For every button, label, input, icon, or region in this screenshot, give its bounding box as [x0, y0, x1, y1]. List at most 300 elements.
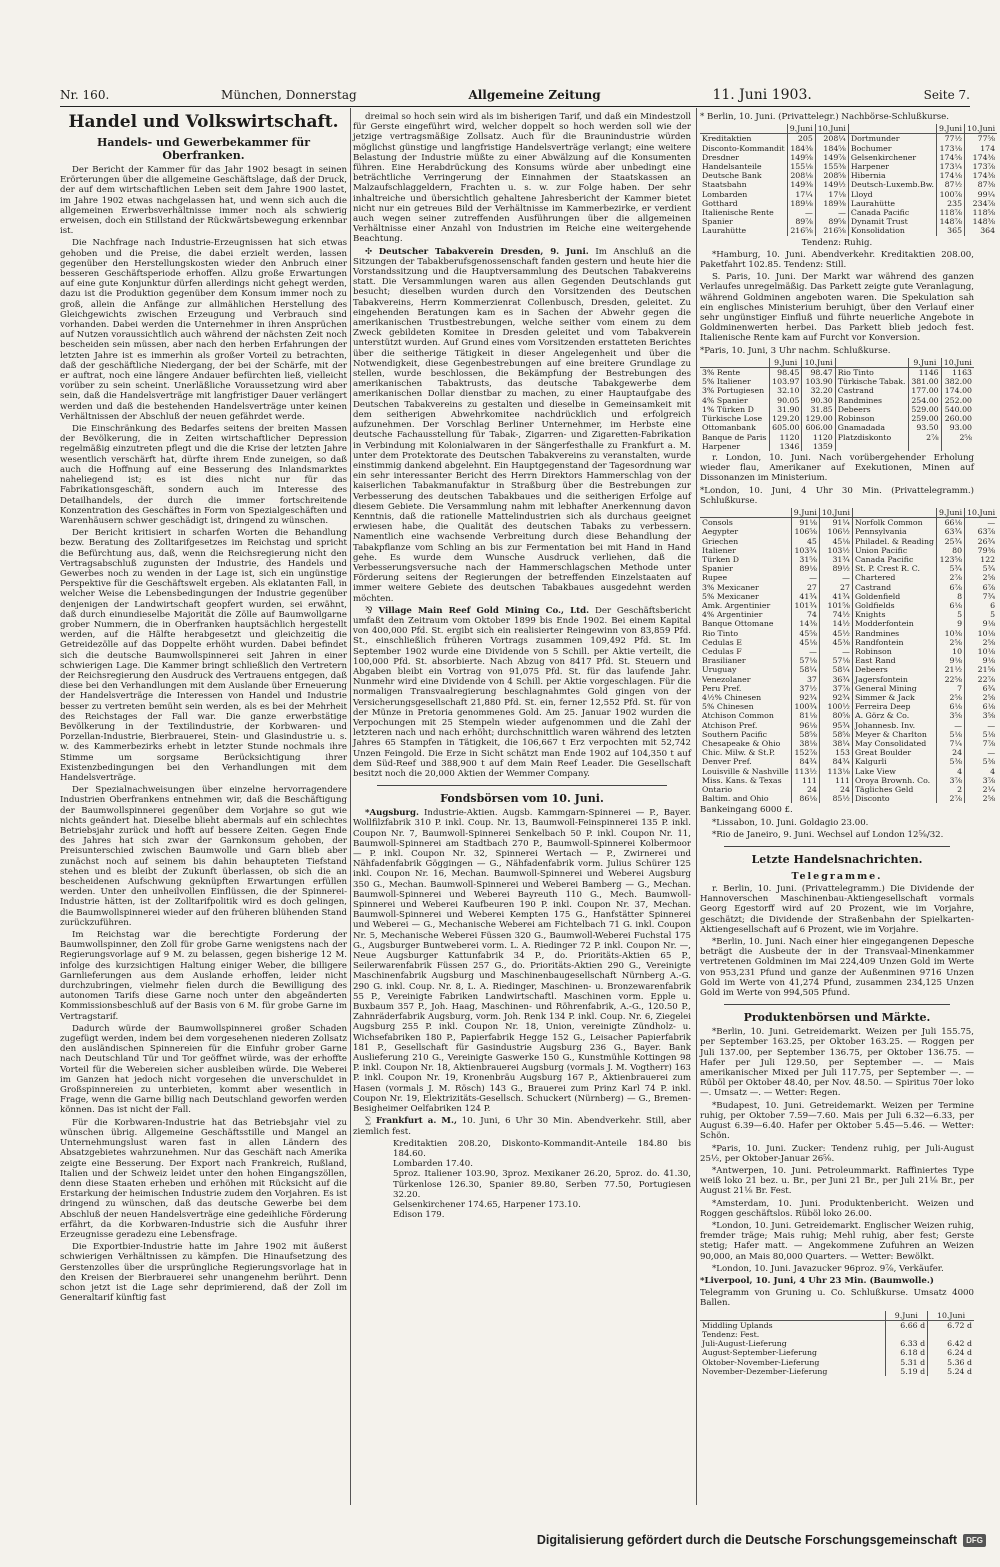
newspaper-title: Allgemeine Zeitung	[468, 88, 601, 102]
table-cell: Pennsylvania	[852, 527, 936, 536]
table-cell: 3⅞	[965, 776, 998, 785]
table-cell: 234⅞	[965, 199, 998, 208]
table-header-row	[700, 508, 997, 518]
table-cell: 24	[819, 785, 852, 794]
table-cell: 93.50	[909, 423, 942, 432]
table-cell: Uruguay	[702, 665, 737, 675]
page-number: Seite 7.	[923, 88, 970, 102]
table-cell	[941, 442, 974, 451]
table-cell: 4½% Chinesen	[702, 692, 762, 702]
table-cell: 5% Italiener	[702, 377, 751, 387]
table-cell: 605.00	[769, 423, 802, 432]
table-cell: 89½	[819, 564, 852, 573]
table-cell: 6⅞	[936, 583, 964, 592]
table-row	[700, 199, 997, 208]
liverpool-heading: *Liverpool, 10. Juni, 4 Uhr 23 Min. (Baumwolle.)	[700, 1275, 934, 1286]
table-cell: —	[815, 208, 848, 217]
running-header	[60, 86, 970, 104]
table-cell: 6⅛	[936, 702, 964, 711]
table-cell: Platzdiskonto	[835, 433, 908, 442]
table-cell: Randmines	[852, 629, 936, 638]
table-cell: Debeers	[852, 665, 936, 674]
column-header: 10.Juni	[941, 358, 974, 368]
table-row	[700, 1367, 974, 1376]
table-cell: 41¾	[791, 592, 819, 601]
table-cell: 31⅝	[791, 555, 819, 564]
table-cell: 90.30	[802, 396, 835, 405]
table-cell: 77⅝	[965, 134, 998, 144]
market-report: *Berlin, 10. Juni. Getreidemarkt. Weizen per Juli 155.75, per September 163.25, per Oktober 163.25. — Roggen per Juli 137.00, per September 136.75, per Oktober 136.75. — Hafer per Juli 129.50, per September —. — Mais amerikanischer Mixed per Juli 117.75, per September —. — Rüböl per Oktober 48.40, per Nov. 48.50. — Spiritus 70er loko —. Umsatz —. — Wetter: Regen.	[700, 1027, 974, 1099]
table-cell: 5¾	[936, 564, 964, 573]
table-cell: 5% Mexicaner	[702, 591, 759, 601]
table-cell: 113½	[791, 767, 819, 776]
table-cell: 364	[965, 226, 998, 235]
table-cell: 5.36 d	[928, 1358, 974, 1367]
paragraph: dreimal so hoch sein wird als im bisherigen Tarif, und daß ein Mindestzoll für Gerste eingeführt wird, welcher doppelt so hoch werden soll wie der jetzige vertragsmäßige Zollsatz. Auch für die Braunindustrie würden möglichst günstige und langfristige Handelsverträge verlangt; eine weitere Belastung der Industrie müßte zu einer Abwälzung auf die Konsumenten führen. Eine Herabdrückung des Konsums würde aber unbedingt eine beträchtliche Verringerung der Einnahmen der Staatskassen an Malzaufschlaggeldern, Frachten u. s. w. zur Folge haben. Der sehr inhaltreiche und übersichtlich gehaltene Jahresbericht der Kammer bietet nicht nur ein getreues Bild der Verhältnisse im Kammerbezirke, er verdient auch wegen seiner zutreffenden Ausführungen über die allgemeinen Verhältnisse einer Anzahl von Industrien im Reiche eine weitergehende Beachtung.	[353, 112, 691, 245]
table-cell: East Rand	[852, 656, 936, 665]
paragraph: Der Bericht kritisiert in scharfen Worten die Behandlung bezw. Beratung des Zolltarifgesetzes im Reichstag und spricht die Befürchtung aus, daß, wenn die Reichsregierung nicht den Vertragsabschluß zugunsten der Industrie, des Handels und Gewerbes noch zu wenden in der Lage ist, sich ein ungünstige Perspektive für die Geschäftswelt ergeben. Als eklatanten Fall, in welcher Weise die Lebensbedingungen der Industrie gegenüber denjenigen der Landwirtschaft geopfert wurden, sei erwähnt, daß durch einundieselbe Majorität die Zölle auf Baumwollgarne grober Nummern, die in Oberfranken hauptsächlich hergestellt werden, auf die Hälfte herabgesetzt und gleichzeitig die Getreidezölle auf das Doppelte erhöht wurden. Dabei befindet sich die deutsche Baumwollspinnerei seit Jahren in einer schwierigen Lage. Die Kammer bringt schließlich den Vertretern der Reichsregierung den Ausdruck des Vertrauens entgegen, daß diese bei den Verhandlungen mit dem Auslande über Erneuerung der Handelsverträge die Interessen von Handel und Industrie besser zu vertreten bemüht sein werden, als es bei der Mehrheit des Reichstages der Fall war. Die ganze erwerbstätige Bevölkerung in der Textilindustrie, der Korbwaren- und Porzellan-Industrie, Bierbrauerei, Stein- und Glasindustrie u. s. w. des Kammerbezirks erhebt in letzter Stunde nochmals ihre Stimme um sorgsame Berücksichtigung ihrer Existenzbedingungen bei den Verhandlungen mit dem Handelsverträge.	[60, 528, 347, 783]
table-cell: 7⅞	[965, 739, 998, 748]
table-cell: 111	[819, 776, 852, 785]
table-cell: 21⅝	[965, 665, 998, 674]
table-row	[700, 573, 997, 582]
table-row	[700, 776, 997, 785]
table-cell: Italienische Rente	[702, 208, 774, 218]
table-cell: 122	[965, 555, 998, 564]
table-cell: Lombarden	[702, 189, 748, 199]
table-cell: 152⅞	[791, 748, 819, 757]
table-cell: 106½	[819, 527, 852, 536]
table-cell: 177.00	[909, 386, 942, 395]
table-row	[700, 785, 997, 794]
table-row	[700, 665, 997, 674]
frankfurt-heading: Frankfurt a. M.,	[375, 1116, 457, 1127]
table-cell: —	[791, 647, 819, 656]
table-cell: 80⅝	[819, 711, 852, 720]
frankfurt-quotes	[353, 1139, 691, 1221]
telegramme-title: Telegramme.	[791, 871, 883, 883]
table-row	[700, 693, 997, 702]
table-cell: 45⅛	[819, 537, 852, 546]
table-cell: 58⅝	[819, 730, 852, 739]
table-cell: 32.20	[802, 386, 835, 395]
table-cell: Simmer & Jack	[852, 693, 936, 702]
table-cell: 24	[791, 785, 819, 794]
table-cell: 5⅜	[936, 757, 964, 766]
table-cell: 205	[787, 134, 815, 144]
table-cell: 90.05	[769, 396, 802, 405]
table-cell: 31.90	[769, 405, 802, 414]
header-rule	[60, 106, 970, 107]
table-cell: 79⅜	[965, 546, 998, 555]
table-cell: Tendenz: Fest.	[702, 1329, 760, 1339]
table-cell: 41¾	[819, 592, 852, 601]
table-cell: 57⅛	[819, 656, 852, 665]
table-cell: 1146	[909, 368, 942, 378]
table-cell: 1120	[769, 433, 802, 442]
column-header: 10.Juni	[965, 508, 998, 518]
table-row	[700, 794, 997, 803]
table-cell: Kalgurli	[852, 757, 936, 766]
table-cell: 2⅝	[965, 638, 998, 647]
paris-quote-table	[700, 358, 974, 451]
table-row	[700, 527, 997, 536]
table-cell: Harpener	[848, 162, 936, 171]
table-cell: 208¼	[815, 134, 848, 144]
paragraph: Im Reichstag war die berechtigte Forderung der Baumwollspinner, den Zoll für grobe Garne wenigstens nach der Regierungsvorlage auf 9 M. zu belassen, gegen bisherige 12 M. infolge des kurzsichtigen Haltung einiger Weber, die billigere Garnlieferungen aus dem Auslande erhoffen, leider nicht durchzubringen, vielmehr fielen durch die Bewilligung des autonomen Tarifs diese Garne noch unter den abgeänderten Kommissionsbeschluß auf der Basis von 6 M. für grobe Garne im Vertragstarif.	[60, 930, 347, 1022]
table-cell: 6.33 d	[885, 1339, 928, 1348]
table-cell: 10⅛	[965, 647, 998, 656]
table-row	[700, 564, 997, 573]
dfg-logo: DFG	[963, 1534, 986, 1547]
table-cell: 6⅛	[936, 601, 964, 610]
table-cell: Aegypter	[702, 527, 739, 537]
table-cell: Union Pacific	[852, 546, 936, 555]
divider	[724, 846, 950, 847]
table-row	[700, 730, 997, 739]
table-cell: Norfolk Common	[852, 518, 936, 528]
column-header: 10.Juni	[965, 124, 998, 134]
table-cell: Lake View	[852, 767, 936, 776]
berlin-heading: * Berlin, 10. Juni. (Privattelegr.) Nachbörse-Schlußkurse.	[700, 112, 949, 122]
table-cell: Kreditaktien	[702, 134, 752, 144]
table-cell: 381.00	[909, 377, 942, 386]
table-cell: Staatsbahn	[702, 180, 747, 190]
table-cell: 529.00	[909, 405, 942, 414]
table-cell: Miss. Kans. & Texas	[702, 775, 782, 785]
table-row	[700, 592, 997, 601]
table-cell: 38⅛	[791, 739, 819, 748]
table-cell: 208⅛	[787, 171, 815, 180]
table-cell: Spanier	[702, 217, 733, 227]
paris-report: S. Paris, 10. Juni. Der Markt war während des ganzen Verlaufes unregelmäßig. Das Parkett zeigte gute Veranlagung, während Goldminen angeboten waren. Die Spekulation sah ein englisches Ministerium beruhigt, über den Verlauf einer sehr ungünstiger Einfluß und führte neuerliche Angebote in Goldminenwerten herbei. Das Parkett blieb jedoch fest. Italienische Rente kam auf Furcht vor Konversion.	[700, 272, 974, 344]
augsburg-heading: *Augsburg.	[365, 808, 420, 819]
table-cell: 111	[791, 776, 819, 785]
table-cell: 5% Chinesen	[702, 702, 754, 712]
table-cell: 99¼	[965, 190, 998, 199]
table-cell: 63⅞	[965, 527, 998, 536]
table-cell: 5⅛	[936, 730, 964, 739]
table-cell: 155⅛	[787, 162, 815, 171]
table-cell: 58¼	[791, 665, 819, 674]
table-cell: 4	[936, 767, 964, 776]
place-day: München, Donnerstag	[221, 88, 357, 102]
table-cell: —	[791, 573, 819, 582]
table-row	[700, 518, 997, 528]
table-row	[700, 226, 997, 235]
table-cell: 9⅛	[965, 619, 998, 628]
table-cell: 26¾	[965, 537, 998, 546]
table-cell: 2⅞	[936, 573, 964, 582]
table-cell: Amk. Argentinier	[702, 600, 771, 610]
table-cell: 45⅜	[819, 638, 852, 647]
table-cell: 149⅞	[815, 153, 848, 162]
table-cell: 1% Türken D	[702, 404, 754, 414]
table-cell: Griechen	[702, 536, 739, 546]
table-cell: 14⅜	[791, 619, 819, 628]
table-cell: Denver Pref.	[702, 757, 752, 767]
paragraph: Der Bericht der Kammer für das Jahr 1902 besagt in seinen Erörterungen über die allgemeine Geschäftslage, daß der Druck, der auf dem wirtschaftlichen Leben seit dem Jahre 1900 lastet, im Jahre 1902 etwas nachgelassen hat, und wenn sich auch die allgemeinen Erwerbsverhältnisse immer noch als schwierig erweisen, doch ein Stillstand der Rückwärtsbewegung erkennbar ist.	[60, 165, 347, 237]
table-cell: 10⅜	[936, 629, 964, 638]
column-header: 10.Juni	[819, 508, 852, 518]
table-cell: 85½	[819, 794, 852, 803]
table-cell: Gnamadada	[835, 423, 908, 432]
table-cell: 184⅜	[787, 144, 815, 153]
table-cell: 2¼	[965, 785, 998, 794]
table-cell: 103½	[819, 546, 852, 555]
table-cell: Goldfields	[852, 601, 936, 610]
table-cell: Banque de Paris	[702, 432, 767, 442]
table-cell: 148⅜	[965, 217, 998, 226]
tabak-article: ✣ Deutscher Tabakverein Dresden, 9. Juni. Im Anschluß an die Sitzungen der Tabakberufsgenossenschaft fanden gestern und heute hier die Vorstandssitzung und die Hauptversammlung des Deutschen Tabakvereins statt. Die Versammlungen waren aus allen Gegenden Deutschlands gut besucht; dieselben wurden durch den Vorsitzenden des Deutschen Tabakvereins, Herrn Kommerzienrat Collenbusch, Dresden, geleitet. Zu eingehenden Beratungen kam es in Sachen der Abwehr gegen die amerikanischen Trustbestrebungen, welche seither vom einem zu dem Zweck gebildeten Komitee in Dresden geleitet und vom Tabakverein unterstützt wurden. Auf Grund eines vom Vorsitzenden erstatteten Berichtes über die seitherige Tätigkeit in dieser Angelegenheit und über die Notwendigkeit, diese Gegenbestrebungen auf eine breitere Grundlage zu stellen, wurde beschlossen, die Bekämpfung der Bestrebungen des amerikanischen Tabaktrusts, das deutsche Tabakgewerbe dem amerikanischen Dollar dienstbar zu machen, zu einer Hauptaufgabe des Deutschen Tabakvereins zu gestalten und dieselbe in Gemeinsamkeit mit dem seitherigen Abwehrkomitee nachdrücklich und erfolgreich aufzunehmen. Der Vorschlag Berliner Unternehmer, im Herbste eine deutsche Fachausstellung für Tabak-, Zigarren- und Zigaretten-Fabrikation in Verbindung mit Kolonialwaren in der Sängerfesthalle zu Frankfurt a. M. unter dem Protektorate des Deutschen Tabakvereins zu veranstalten, wurde einstimmig dankend abgelehnt. Ein Hauptgegenstand der Tagesordnung war ein sehr interessanter Bericht des Herrn Direktors Hammerschlag von der kaiserlichen Tabakmanufaktur in Straßburg über die Bestrebungen zur Verbesserung des deutschen Tabakbaues und die seitherigen Erfolge auf diesem Gebiete. Die Versammlung nahm mit lebhafter Anerkennung davon Kenntnis, daß die rationelle Mattelindustrien sich als durchaus geeignet erwiesen habe, die Qualität des deutschen Tabaks zu verbessern. Namentlich eine wachsende Verbreitung durch diese Behandlung der Tabakpflanze vom Schling an bis zur Fermentation bei mit Hand in Hand gehe. Es wurde dem Wunsche Ausdruck verliehen, daß die Verbesserungsversuche nach der Hammerschlagschen Methode unter Förderung seitens der Regierungen der betreffenden Einzelstaaten auf immer weitere Gebiete des deutschen Tabakbaues ausgedehnt werden möchten.	[353, 246, 691, 604]
table-cell: Deutsche Bank	[702, 171, 762, 181]
table-cell: Juli-August-Lieferung	[702, 1339, 787, 1349]
table-row	[700, 546, 997, 555]
table-cell: Disconto-Kommandit	[702, 143, 785, 153]
london-bank: Bankeingang 6000 £.	[700, 805, 793, 816]
table-row	[700, 414, 974, 423]
table-cell: Oktober-November-Lieferung	[702, 1357, 820, 1367]
table-cell: 129.00	[802, 414, 835, 423]
table-row	[700, 721, 997, 730]
column-header	[848, 124, 936, 134]
column-header: 9.Juni	[936, 124, 964, 134]
table-cell: 14½	[819, 619, 852, 628]
market-report: *Budapest, 10. Juni. Getreidemarkt. Weizen per Termine ruhig, per Oktober 7.59—7.60. Mais per Juli 6.32—6.33, per August 6.39—6.40. Hafer per Oktober 5.45—5.46. — Wetter: Schön.	[700, 1100, 974, 1142]
table-cell: —	[819, 573, 852, 582]
column-header: 9.Juni	[787, 124, 815, 134]
telegram-1: r. Berlin, 10. Juni. (Privattelegramm.) Die Dividende der Hannoverschen Maschinenbau-Aktiengesellschaft vormals Georg Egestorff wird auf 20 Prozent, wie im Vorjahre, geschätzt; die Dividende der Straßenbahn der Spielkarten-Aktiengesellschaft auf 6 Prozent, wie im Vorjahre.	[700, 884, 974, 935]
table-cell: 5.19 d	[885, 1367, 928, 1376]
table-cell: 37½	[791, 684, 819, 693]
table-cell: Laurahütte	[848, 199, 936, 208]
market-report: *Paris, 10. Juni. Zucker: Tendenz ruhig, per Juli-August 25½, per Oktober-Januar 26⅝.	[700, 1143, 974, 1164]
table-row	[700, 1320, 974, 1330]
table-cell: Atchison Pref.	[702, 720, 758, 730]
table-row	[700, 1348, 974, 1357]
table-cell: 74½	[819, 610, 852, 619]
table-cell: 80	[936, 546, 964, 555]
column-separator	[350, 108, 351, 1505]
table-cell: 10	[936, 647, 964, 656]
table-cell: 38¼	[819, 739, 852, 748]
column-header: 10.Juni	[928, 1311, 974, 1321]
table-cell	[909, 442, 942, 451]
table-cell: Oroya Brownh. Co.	[852, 776, 936, 785]
table-cell: 9⅛	[936, 656, 964, 665]
table-row	[700, 684, 997, 693]
table-row	[700, 638, 997, 647]
liverpool-subheading: Telegramm von Gruning u. Co. Schlußkurse. Umsatz 4000 Ballen.	[700, 1288, 974, 1309]
table-cell: 2⅝	[936, 693, 964, 702]
divider	[724, 1004, 950, 1005]
table-cell: 5	[965, 610, 998, 619]
column-header: 9.Juni	[936, 508, 964, 518]
table-cell: Canada Pacific	[852, 555, 936, 564]
table-cell	[928, 1330, 974, 1339]
table-cell: Great Boulder	[852, 748, 936, 757]
table-row	[700, 555, 997, 564]
table-cell: 254.00	[909, 396, 942, 405]
digitization-footer	[537, 1527, 986, 1553]
table-cell: 118⅝	[965, 208, 998, 217]
paragraph: Für die Korbwaren-Industrie hat das Betriebsjahr viel zu wünschen übrig. Allgemeine Geschäftsstille und Mangel an Unternehmungslust waren fast in allen Ländern des Absatzgebietes wahrzunehmen. Nur das Geschäft nach Amerika zeigte eine Besserung. Der Export nach Frankreich, Rußland, Italien und der Schweiz leidet unter den hohen Eingangszöllen, denn diese Staaten erheben und erhöhen mit Rücksicht auf die Erstarkung der heimischen Industrie zudem den Vorjahren. Es ist dringend zu wünschen, daß das deutsche Gewerbe bei dem Abschluß der neuen Handelsverträge eine gedeihliche Förderung erfährt, da die Korbwaren-Industrie sich die Ausfuhr ihrer Erzeugnisse geradezu eine Lebensfrage.	[60, 1117, 347, 1240]
column-header: 9.Juni	[885, 1311, 928, 1321]
table-cell: 153	[819, 748, 852, 757]
column-header	[835, 358, 908, 368]
table-cell: 365	[936, 226, 964, 235]
table-cell: 22⅝	[936, 675, 964, 684]
table-row	[700, 208, 997, 217]
table-cell: 173⅞	[965, 162, 998, 171]
table-cell: 174.00	[941, 386, 974, 395]
table-row	[700, 601, 997, 610]
table-cell: 2⅝	[936, 638, 964, 647]
table-cell: Italiener	[702, 545, 736, 555]
table-cell: 91¼	[819, 518, 852, 528]
table-row	[700, 144, 997, 153]
table-cell: 189⅛	[787, 199, 815, 208]
table-cell: 1163	[941, 368, 974, 378]
augsburg-report	[353, 808, 691, 1114]
table-cell: 32.10	[769, 386, 802, 395]
table-cell: 1120	[802, 433, 835, 442]
table-cell: Ontario	[702, 785, 733, 795]
table-cell: 6⅛	[965, 702, 998, 711]
table-cell: 259.00	[909, 414, 942, 423]
table-cell: Tägliches Geld	[852, 785, 936, 794]
table-cell: 25¾	[936, 537, 964, 546]
table-row	[700, 711, 997, 720]
table-cell: Banque Ottomane	[702, 619, 774, 629]
table-cell: —	[936, 721, 964, 730]
quote-line: Lombarden 17.40.	[393, 1159, 473, 1170]
table-cell: —	[787, 208, 815, 217]
table-cell: 173⅛	[936, 144, 964, 153]
table-cell: 100½	[819, 702, 852, 711]
table-cell: 66⅛	[936, 518, 964, 528]
divider	[377, 785, 667, 786]
table-cell: 6.24 d	[928, 1348, 974, 1357]
table-cell: 6¾	[965, 684, 998, 693]
table-cell: Peru Pref.	[702, 683, 742, 693]
table-cell: 98.47	[802, 368, 835, 378]
table-cell: 123⅝	[936, 555, 964, 564]
table-cell: 155⅜	[815, 162, 848, 171]
table-header-row	[700, 1311, 974, 1321]
table-cell: Cedulas E	[702, 637, 742, 647]
table-row	[700, 162, 997, 171]
table-cell: 22⅞	[965, 675, 998, 684]
table-cell: Konsolidation	[848, 226, 936, 235]
table-row	[700, 739, 997, 748]
column-header	[700, 508, 791, 518]
table-cell: Consols	[702, 518, 733, 528]
table-cell: 5	[936, 610, 964, 619]
column-separator	[696, 108, 697, 1505]
table-cell: 84¾	[791, 757, 819, 766]
table-cell: Chic. Milw. & St.P.	[702, 748, 775, 758]
table-cell: 103.90	[802, 377, 835, 386]
table-row	[700, 656, 997, 665]
table-cell: Ferreira Deep	[852, 702, 936, 711]
table-row	[700, 442, 974, 451]
table-cell: 63¾	[936, 527, 964, 536]
article-continuation	[353, 112, 691, 245]
column-header: 9.Juni	[909, 358, 942, 368]
table-row	[700, 647, 997, 656]
table-cell: 45	[791, 537, 819, 546]
table-cell: 31¾	[819, 555, 852, 564]
table-cell: 8	[936, 592, 964, 601]
table-cell: 148⅞	[936, 217, 964, 226]
table-cell: Baltim. and Ohio	[702, 794, 769, 804]
paragraph: Der Spezialnachweisungen über einzelne hervorragendere Industrien Oberfrankens entnehmen wir, daß die Beschäftigung der Baumwollspinnerei gegenüber dem Vorjahre so gut wie nichts geändert hat. Dieselbe blieht abermals auf ein schlechtes Betriebsjahr zurück und hofft auf bessere Zeiten. Gegen Ende des Jahres hat sich zwar der Garnkonsum gehoben, der Preisunterschied zwischen Baumwolle und Garn blieb aber zunächst noch auf seinem bis dahin behaupteten Tiefstand stehen und es bleibt der Zukunft überlassen, ob sich die an bescheidenen Aufschwung geknüpften Erwartungen erfüllen werden. Unter den unheilvollen Einflüssen, die der Spinnerei-Industrie hätten, ist der Zolltarifpolitik wird es doch gelingen, die Baumwollspinnerei wieder auf den früheren blühenden Stand zurückzuführen.	[60, 785, 347, 928]
column-3	[700, 112, 996, 1505]
table-cell: General Mining	[852, 684, 936, 693]
table-cell: 45⅛	[791, 638, 819, 647]
berlin-quote-table	[700, 124, 997, 235]
table-row	[700, 537, 997, 546]
table-row	[700, 757, 997, 766]
table-cell: Spanier	[702, 564, 733, 574]
market-report: *London, 10. Juni. Getreidemarkt. Englischer Weizen ruhig, fremder träge; Mais ruhig; Mehl ruhig, aber fest; Gerste stetig; Hafer matt. — Angekommene Zufuhren an Weizen 90,000, an Mais 80,000 Quarters. — Wetter: Bewölkt.	[700, 1220, 974, 1262]
table-cell: 7	[936, 684, 964, 693]
table-row	[700, 405, 974, 414]
table-cell: 9⅛	[965, 656, 998, 665]
frankfurt-text: 10. Juni, 6 Uhr 30 Min. Abendverkehr. Still, aber ziemlich fest.	[353, 1116, 692, 1137]
column-header	[852, 508, 936, 518]
table-cell: 6	[965, 601, 998, 610]
table-cell: 10⅛	[965, 629, 998, 638]
column-header	[700, 1311, 885, 1321]
table-cell: 92¾	[791, 693, 819, 702]
table-cell: Dortmunder	[848, 134, 936, 144]
table-cell: 45⅝	[791, 629, 819, 638]
table-cell: —	[965, 721, 998, 730]
table-cell: Rupee	[702, 573, 728, 583]
table-row	[700, 368, 974, 378]
table-cell: November-Dezember-Lieferung	[702, 1366, 828, 1376]
table-cell: 5.24 d	[928, 1367, 974, 1376]
table-cell: 6.42 d	[928, 1339, 974, 1348]
london-report: r. London, 10. Juni. Nach vorübergehender Erholung wieder flau, Amerikaner auf Exekutionen, Minen auf Dissonanzen im Ministerium.	[700, 452, 974, 484]
table-cell: 118⅞	[936, 208, 964, 217]
table-cell: 58¼	[819, 665, 852, 674]
table-row	[700, 433, 974, 442]
column-2	[353, 112, 691, 1505]
table-cell: Modderfontein	[852, 619, 936, 628]
table-cell: 3⅝	[936, 711, 964, 720]
quote-line: 5proz. Italiener 103.90, 3proz. Mexikaner 26.20, 5proz. do. 41.30, Türkenlose 126.30, Spanier 89.80, Serben 77.50, Portugiesen 32.20.	[393, 1169, 691, 1200]
table-cell: Chartered	[852, 573, 936, 582]
table-cell: 1346	[769, 442, 802, 451]
table-cell: 5⅜	[965, 757, 998, 766]
column-header: 10.Juni	[815, 124, 848, 134]
table-cell: 3% Mexicaner	[702, 582, 759, 592]
table-row	[700, 171, 997, 180]
table-cell: 4% Spanier	[702, 395, 748, 405]
paragraph: Dadurch würde der Baumwollspinnerei großer Schaden zugefügt werden, indem bei dem vorgesehenen niederen Zollsatz den ausländischen Spinnereien für die Einfuhr grober Garne nach Deutschland Tür und Tor geöffnet würde, was der erhoffte Vorteil für die Webereien sicher ausbleiben würde. Die Weberei im Ganzen hat jedoch nicht vorgesehen die unverschuldet in Großspinnereien zu unterbieten, kommt aber wesentlich in Frage, wenn die Garne billig nach Deutschland geworfen werden können. Das ist nicht der Fall.	[60, 1023, 347, 1116]
table-cell: 216⅝	[787, 226, 815, 235]
frankfurt-report: ∑ Frankfurt a. M., 10. Juni, 6 Uhr 30 Min. Abendverkehr. Still, aber ziemlich fest.	[353, 1116, 692, 1137]
table-cell: —	[965, 748, 998, 757]
table-cell: 37	[791, 675, 819, 684]
table-cell: 2	[936, 785, 964, 794]
table-cell: 9	[936, 619, 964, 628]
table-cell: A. Görz & Co.	[852, 711, 936, 720]
table-cell	[835, 442, 908, 451]
